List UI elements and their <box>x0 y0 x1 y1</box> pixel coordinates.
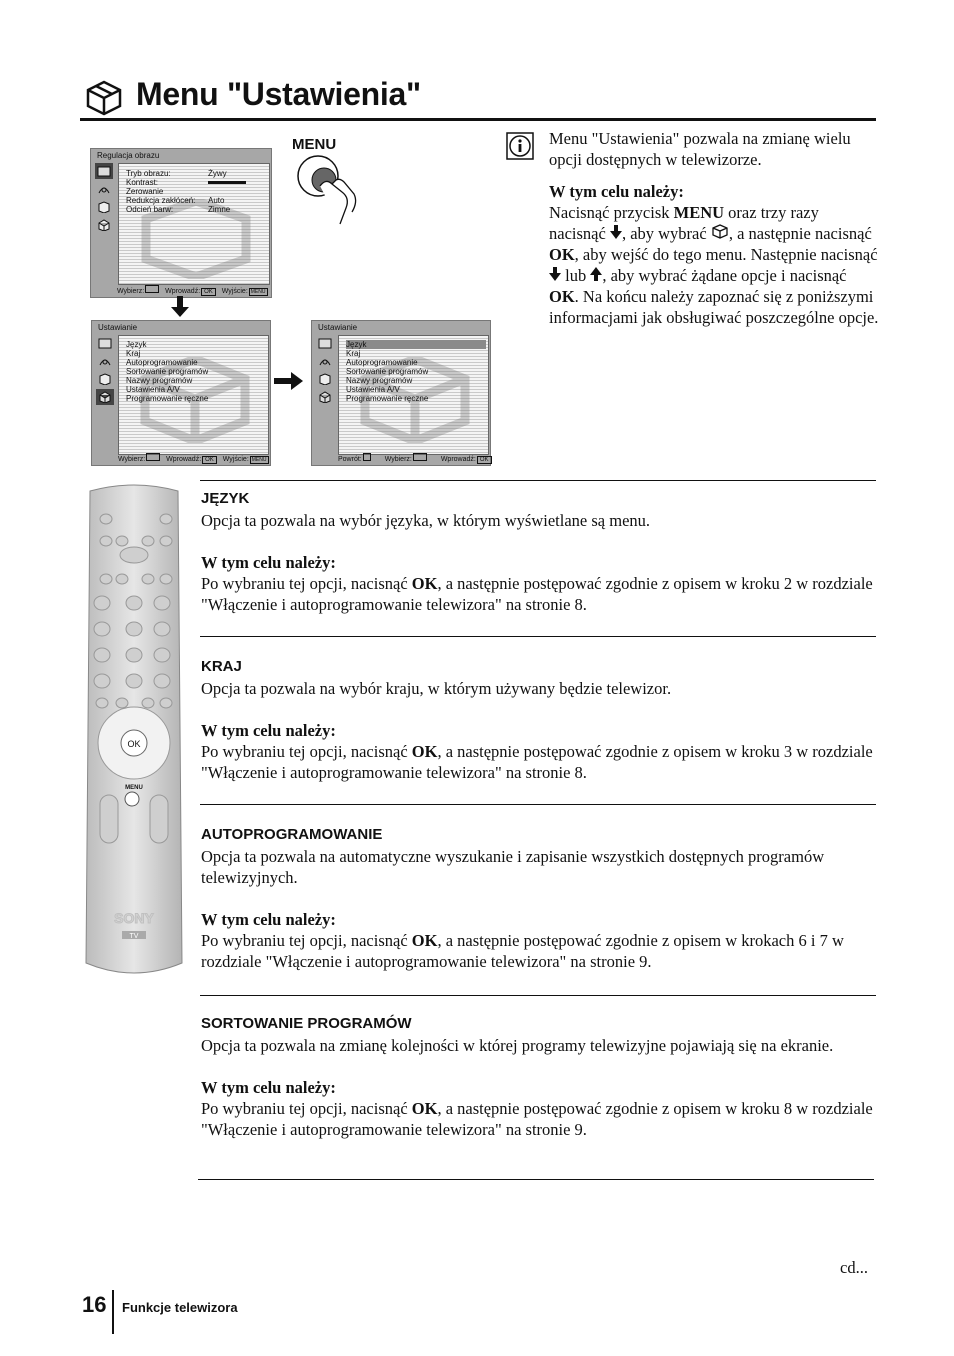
remote-control-image <box>82 483 186 977</box>
section-rule <box>198 1179 874 1180</box>
setting-row: Odcień barw: Zimne <box>126 205 231 214</box>
setting-row: Redukcja zakłóceń: Auto <box>126 196 225 205</box>
section-kraj <box>201 656 881 783</box>
page-title: Menu "Ustawienia" <box>136 76 421 112</box>
menu-item: Programowanie ręczne <box>126 394 209 403</box>
section-description: Opcja ta pozwala na wybór kraju, w którym używany będzie telewizor. <box>201 679 672 698</box>
setup-icon <box>95 217 113 233</box>
menu-item: Kraj <box>346 349 361 358</box>
screen-footer: Wybierz: Wprowadź: OK Wyjście: MENU <box>117 285 268 295</box>
remote-tv-label: TV <box>129 933 139 940</box>
arrow-right-icon <box>274 372 304 390</box>
section-rule <box>200 480 876 481</box>
section-description: Opcja ta pozwala na zmianę kolejności w której programy telewizyjne pojawiają się na ekranie. <box>201 1036 834 1055</box>
menu-item: Kraj <box>126 349 141 358</box>
section-instructions: Po wybraniu tej opcji, nacisnąć OK, a następnie postępować zgodnie z opisem w kroku 8 w rozdziale "Włączenie i autoprogramowanie telewizora" na stronie 9. <box>201 1099 873 1139</box>
hand-pressing-menu-icon <box>296 152 368 228</box>
arrow-down-icon <box>610 225 622 239</box>
section-title: SORTOWANIE PROGRAMÓW <box>201 1015 412 1032</box>
menu-item: Język <box>126 340 147 349</box>
info-text <box>549 128 879 328</box>
page-title-block <box>84 72 884 120</box>
info-instructions: Nacisnąć przycisk MENU oraz trzy razy nacisnąć , aby wybrać , a następnie nacisnąć OK, aby wejść do tego menu. Następnie nacisnąć lub , aby wybrać żądane opcje i nacisnąć OK. Na końcu należy zapoznać się z poniższymi informacjami jak obsługiwać poszczególne opcje. <box>549 203 879 327</box>
setting-row: Kontrast: <box>126 178 266 187</box>
screen-header: Regulacja obrazu <box>97 151 160 160</box>
section-heading: W tym celu należy: <box>201 910 336 929</box>
menu-item: Ustawienia A/V <box>346 385 400 394</box>
menu-icon-column <box>95 163 115 235</box>
menu-item-selected: Język <box>346 340 486 349</box>
menu-icon-column <box>96 335 116 407</box>
section-sortowanie-programow <box>201 1013 881 1140</box>
menu-item: Ustawienia A/V <box>126 385 180 394</box>
section-heading: W tym celu należy: <box>201 553 336 572</box>
menu-item: Nazwy programów <box>346 376 413 385</box>
arrow-up-icon <box>590 267 602 281</box>
features-icon <box>95 199 113 215</box>
continued-label: cd... <box>840 1258 868 1277</box>
remote-brand-label: SONY <box>114 910 154 926</box>
screen-header: Ustawianie <box>98 323 138 332</box>
section-heading: W tym celu należy: <box>201 721 336 740</box>
sound-icon <box>95 181 113 197</box>
section-instructions: Po wybraniu tej opcji, nacisnąć OK, a następnie postępować zgodnie z opisem w krokach 6 i 7 w rozdziale "Włączenie i autoprogramowanie telewizora" na stronie 9. <box>201 931 844 971</box>
menu-item: Nazwy programów <box>126 376 193 385</box>
setup-options-list <box>126 340 208 403</box>
picture-icon <box>316 335 334 351</box>
section-description: Opcja ta pozwala na wybór języka, w którym wyświetlane są menu. <box>201 511 651 530</box>
menu-item: Autoprogramowanie <box>126 358 198 367</box>
screen-footer: Powrót: Wybierz: Wprowadź: OK <box>338 453 492 463</box>
contrast-slider <box>208 181 246 184</box>
setup-icon <box>96 389 114 405</box>
remote-ok-label: OK <box>127 739 141 749</box>
info-icon <box>506 132 534 160</box>
sound-icon <box>96 353 114 369</box>
section-title: KRAJ <box>201 658 242 675</box>
arrow-down-icon <box>170 296 190 318</box>
setup-menu-screen <box>91 320 271 466</box>
section-instructions: Po wybraniu tej opcji, nacisnąć OK, a następnie postępować zgodnie z opisem w kroku 2 w rozdziale "Włączenie i autoprogramowanie telewizora" na stronie 8. <box>201 574 873 614</box>
remote-menu-label: MENU <box>125 785 143 791</box>
setup-toolbox-icon <box>84 76 124 116</box>
screen-header: Ustawianie <box>318 323 358 332</box>
sound-icon <box>316 353 334 369</box>
screen-footer: Wybierz: Wprowadź: OK Wyjście: MENU <box>118 453 269 463</box>
section-instructions: Po wybraniu tej opcji, nacisnąć OK, a następnie postępować zgodnie z opisem w kroku 3 w rozdziale "Włączenie i autoprogramowanie telewizora" na stronie 8. <box>201 742 873 782</box>
setup-selected-screen <box>311 320 491 466</box>
page-number: 16 <box>82 1292 107 1317</box>
arrow-down-icon <box>549 267 561 281</box>
section-rule <box>200 995 876 996</box>
footer-section-name: Funkcje telewizora <box>122 1300 238 1315</box>
features-icon <box>96 371 114 387</box>
section-rule <box>200 636 876 637</box>
section-rule <box>200 804 876 805</box>
section-title: JĘZYK <box>201 490 250 507</box>
section-heading: W tym celu należy: <box>201 1078 336 1097</box>
picture-icon <box>95 163 113 179</box>
info-heading: W tym celu należy: <box>549 182 684 201</box>
section-jezyk <box>201 488 881 615</box>
menu-item: Sortowanie programów <box>126 367 209 376</box>
menu-item: Programowanie ręczne <box>346 394 429 403</box>
picture-icon <box>96 335 114 351</box>
setup-options-list <box>346 340 486 403</box>
info-intro: Menu "Ustawienia" pozwala na zmianę wielu opcji dostępnych w telewizorze. <box>549 129 851 169</box>
menu-item: Autoprogramowanie <box>346 358 418 367</box>
section-title: AUTOPROGRAMOWANIE <box>201 826 383 843</box>
title-rule <box>80 118 876 121</box>
section-description: Opcja ta pozwala na automatyczne wyszukanie i zapisanie wszystkich dostępnych programów telewizyjnych. <box>201 847 825 887</box>
setting-row: Tryb obrazu: Żywy <box>126 169 227 178</box>
setup-icon <box>316 389 334 405</box>
picture-settings-list <box>126 169 266 214</box>
page-number-divider <box>112 1290 114 1334</box>
setup-toolbox-icon <box>711 223 729 239</box>
section-autoprogramowanie <box>201 824 881 972</box>
menu-button-label: MENU <box>292 136 337 153</box>
menu-item: Sortowanie programów <box>346 367 429 376</box>
features-icon <box>316 371 334 387</box>
setting-row: Zerowanie <box>126 187 164 196</box>
menu-icon-column <box>316 335 336 407</box>
picture-menu-screen <box>90 148 272 298</box>
